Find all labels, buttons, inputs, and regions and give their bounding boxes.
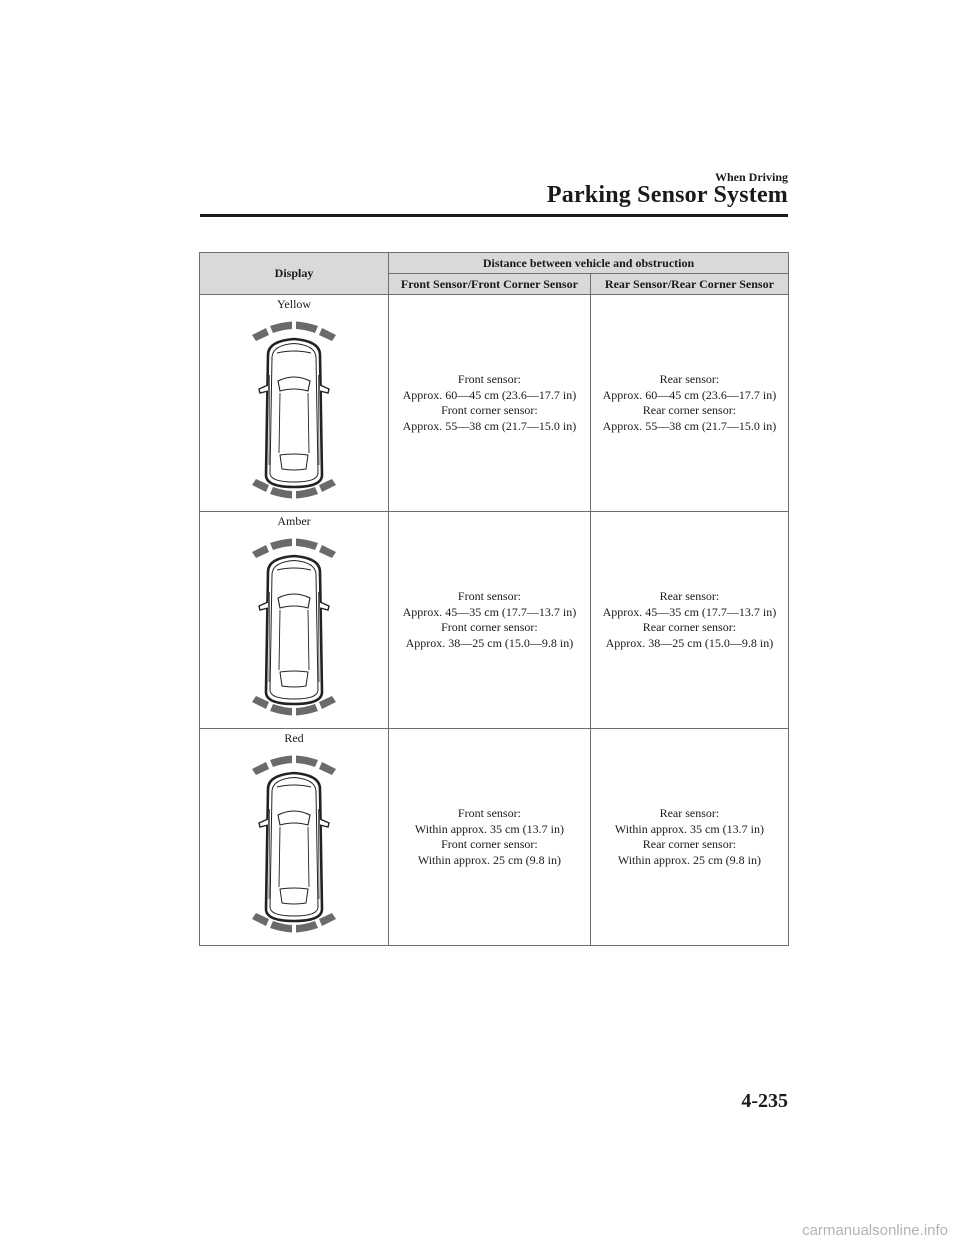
front-corner-sensor-label: Front corner sensor: — [441, 620, 538, 634]
header-distance: Distance between vehicle and obstruction — [389, 253, 789, 274]
front-sensor-range: Approx. 45―35 cm (17.7―13.7 in) — [402, 604, 577, 619]
rear-sensor-label: Rear sensor: — [659, 372, 720, 386]
header-front-sensor: Front Sensor/Front Corner Sensor — [389, 274, 591, 295]
rear-corner-sensor-range: Within approx. 25 cm (9.8 in) — [617, 852, 761, 867]
front-sensor-label: Front sensor: — [457, 806, 521, 820]
rear-corner-sensor-range: Approx. 38―25 cm (15.0―9.8 in) — [605, 635, 774, 650]
page-number: 4-235 — [741, 1090, 788, 1112]
front-corner-sensor-range: Approx. 55―38 cm (21.7―15.0 in) — [402, 418, 577, 433]
rear-sensor-label: Rear sensor: — [659, 806, 720, 820]
front-distance-cell — [389, 729, 591, 946]
rear-corner-sensor-label: Rear corner sensor: — [642, 837, 737, 851]
rear-distance-cell — [590, 729, 788, 946]
front-corner-sensor-range: Approx. 38―25 cm (15.0―9.8 in) — [405, 635, 574, 650]
display-color-label: Amber — [277, 514, 311, 528]
rear-corner-sensor-label: Rear corner sensor: — [642, 620, 737, 634]
rear-distance-cell — [590, 512, 788, 729]
front-corner-sensor-label: Front corner sensor: — [441, 403, 538, 417]
rear-sensor-range: Within approx. 35 cm (13.7 in) — [614, 821, 764, 836]
car-sensor-diagram-icon — [244, 315, 344, 505]
rear-corner-sensor-range: Approx. 55―38 cm (21.7―15.0 in) — [602, 418, 777, 433]
rear-sensor-range: Approx. 60―45 cm (23.6―17.7 in) — [602, 387, 777, 402]
rear-corner-sensor-label: Rear corner sensor: — [642, 403, 737, 417]
display-color-label: Red — [284, 731, 304, 745]
display-color-label: Yellow — [276, 297, 312, 311]
front-sensor-range: Within approx. 35 cm (13.7 in) — [414, 821, 564, 836]
front-corner-sensor-label: Front corner sensor: — [441, 837, 538, 851]
front-sensor-range: Approx. 60―45 cm (23.6―17.7 in) — [402, 387, 577, 402]
display-cell — [200, 512, 389, 729]
front-corner-sensor-range: Within approx. 25 cm (9.8 in) — [417, 852, 561, 867]
sensor-distance-table — [199, 252, 789, 946]
car-sensor-diagram-icon — [244, 532, 344, 722]
watermark: carmanualsonline.info — [802, 1222, 948, 1239]
car-sensor-diagram-icon — [244, 749, 344, 939]
table-row-red — [200, 729, 789, 946]
rear-sensor-label: Rear sensor: — [659, 589, 720, 603]
front-sensor-label: Front sensor: — [457, 589, 521, 603]
table-row-amber — [200, 512, 789, 729]
header-display: Display — [200, 253, 389, 295]
title-rule — [200, 214, 788, 217]
section-label: When Driving — [714, 170, 788, 184]
front-distance-cell — [389, 295, 591, 512]
front-distance-cell — [389, 512, 591, 729]
page-title: Parking Sensor System — [546, 182, 788, 208]
header-rear-sensor: Rear Sensor/Rear Corner Sensor — [590, 274, 788, 295]
display-cell — [200, 295, 389, 512]
rear-distance-cell — [590, 295, 788, 512]
table-row-yellow — [200, 295, 789, 512]
display-cell — [200, 729, 389, 946]
front-sensor-label: Front sensor: — [457, 372, 521, 386]
rear-sensor-range: Approx. 45―35 cm (17.7―13.7 in) — [602, 604, 777, 619]
